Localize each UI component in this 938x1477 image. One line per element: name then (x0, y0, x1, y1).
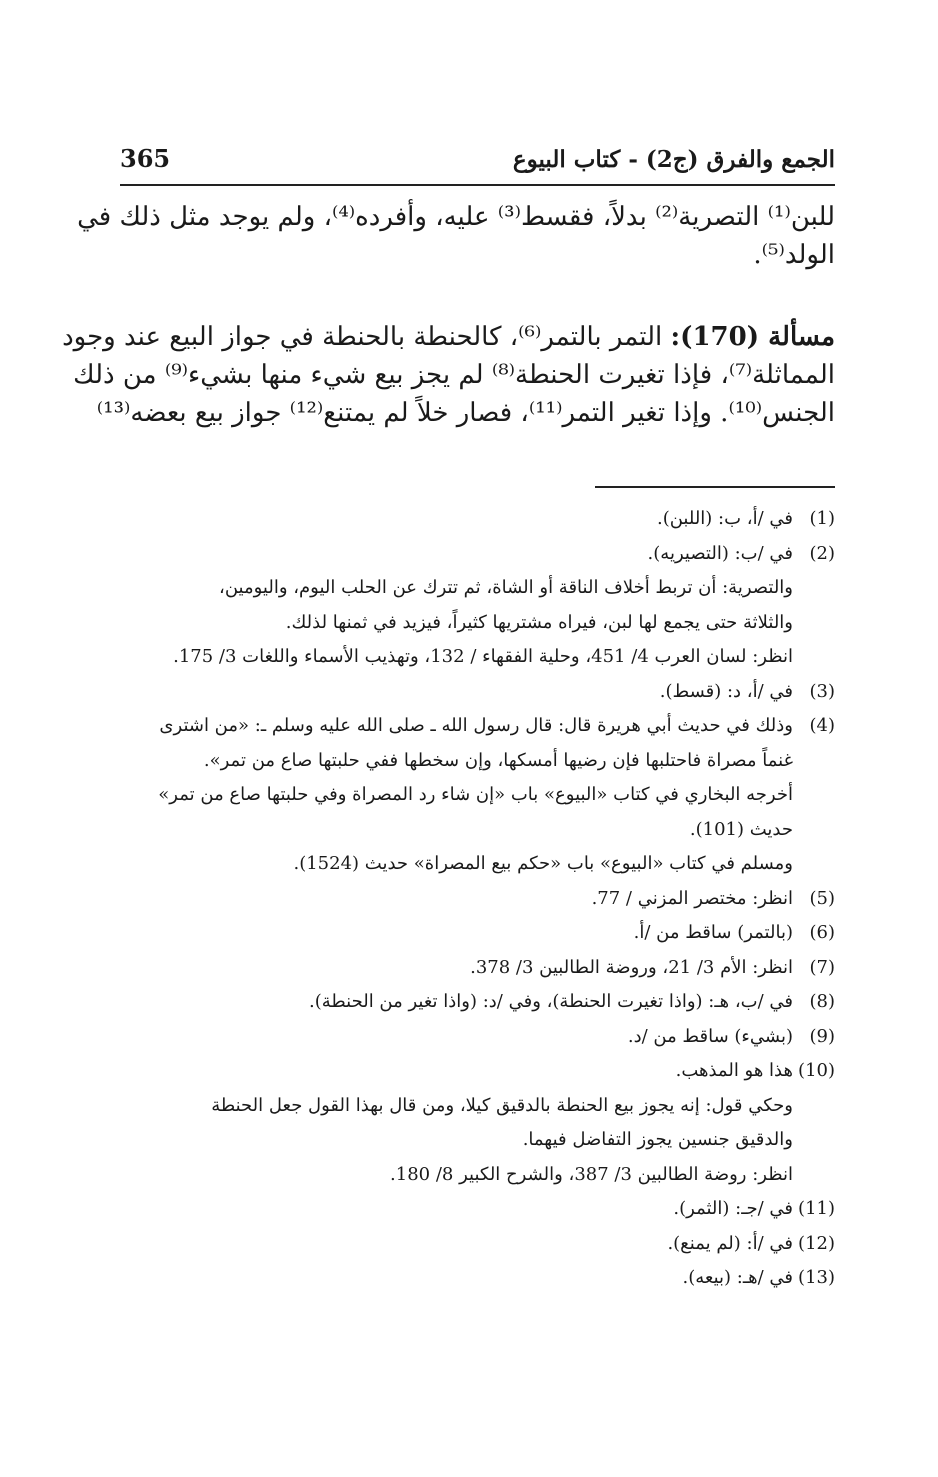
footnote-number: (7) (809, 956, 835, 978)
body-line-text: التمر بالتمر⁽⁶⁾، كالحنطة بالحنطة في جواز البيع عند وجود (62, 322, 663, 352)
footnote-line: حديث (101). (689, 818, 793, 840)
body-line (62, 318, 835, 356)
footnote (128, 916, 835, 951)
footnote-line: في /أ، ب: (اللبن). (656, 508, 793, 529)
footnote-line: هذا هو المذهب. (675, 1060, 793, 1081)
masala-label: مسألة (170): (670, 322, 835, 352)
footnote-line: في /أ: (لم يمنع). (667, 1232, 793, 1254)
footnote-line: انظر: الأم 3/ 21، وروضة الطالبين 3/ 378. (470, 956, 793, 978)
footnote-line: وذلك في حديث أبي هريرة قال: قال رسول الله ـ صلى الله عليه وسلم ـ: «من اشترى (159, 715, 793, 736)
footnote-line: غنماً مصراة فاحتلبها فإن رضيها أمسكها، وإن سخطها ففي حلبتها صاع من تمر». (203, 749, 793, 771)
footnote (128, 1227, 835, 1262)
footnote-line: في /أ، د: (قسط). (659, 680, 793, 702)
footnote-line: ومسلم في كتاب «البيوع» باب «حكم بيع المصراة» حديث (1524). (293, 853, 793, 874)
footnote-number: (10) (798, 1060, 835, 1081)
footnote-number: (6) (809, 922, 835, 943)
body-line: للبن⁽¹⁾ التصرية⁽²⁾ بدلاً، فقسط⁽³⁾ عليه، وأفرده⁽⁴⁾، ولم يوجد مثل ذلك في (77, 202, 835, 232)
footnote (128, 1192, 835, 1227)
footnote-number: (2) (809, 542, 835, 564)
masala-paragraph (62, 318, 835, 432)
footnote (128, 1261, 835, 1296)
paragraph-continuation (77, 198, 835, 274)
footnote (128, 1020, 835, 1055)
body-line: المماثلة⁽⁷⁾، فإذا تغيرت الحنطة⁽⁸⁾ لم يجز بيع شيء منها بشيء⁽⁹⁾ من ذلك (73, 360, 835, 390)
footnotes (128, 502, 835, 1296)
footnote-line: في /جـ: (الثمر). (673, 1198, 793, 1219)
footnote (128, 675, 835, 710)
footnote-number: (8) (809, 991, 835, 1012)
footnote (128, 709, 835, 882)
body-line: الجنس⁽¹⁰⁾. وإذا تغير التمر⁽¹¹⁾، فصار خلاً لم يمتنع⁽¹²⁾ جواز بيع بعضه⁽¹³⁾ (96, 398, 835, 428)
body-line: الولد⁽⁵⁾. (753, 240, 835, 270)
footnote-number: (5) (809, 887, 835, 909)
footnote-separator (595, 486, 835, 488)
footnote-line: انظر: لسان العرب 4/ 451، وحلية الفقهاء / 132، وتهذيب الأسماء واللغات 3/ 175. (173, 646, 793, 667)
running-header (120, 140, 835, 186)
footnote-number: (9) (809, 1025, 835, 1047)
footnote-line: وحكي قول: إنه يجوز بيع الحنطة بالدقيق كيلا، ومن قال بهذا القول جعل الحنطة (211, 1094, 793, 1116)
footnote (128, 1054, 835, 1192)
footnote-line: والتصرية: أن تربط أخلاف الناقة أو الشاة، ثم تترك عن الحلب اليوم، واليومين، (219, 577, 793, 598)
footnote-line: في /هـ: (بيعه). (682, 1267, 793, 1288)
footnote-number: (12) (798, 1232, 835, 1254)
footnote-number: (13) (798, 1267, 835, 1288)
footnote-line: انظر: روضة الطالبين 3/ 387، والشرح الكبير 8/ 180. (390, 1163, 793, 1185)
footnote (128, 502, 835, 537)
footnote-line: (بالتمر) ساقط من /أ. (633, 922, 793, 943)
footnote-number: (11) (798, 1198, 835, 1219)
footnote-line: أخرجه البخاري في كتاب «البيوع» باب «إن شاء رد المصراة وفي حلبتها صاع من تمر» (158, 784, 793, 805)
footnote (128, 985, 835, 1020)
footnote-line: في /ب: (التصيريه). (647, 542, 793, 564)
header-title: الجمع والفرق (ج2) - كتاب البيوع (512, 146, 835, 173)
footnote-number: (3) (809, 680, 835, 702)
footnote-line: في /ب، هـ: (واذا تغيرت الحنطة)، وفي /د: (واذا تغير من الحنطة). (309, 991, 793, 1012)
footnote (128, 537, 835, 675)
footnote (128, 951, 835, 986)
footnote-line: انظر: مختصر المزني / 77. (591, 887, 793, 909)
footnote-number: (4) (809, 715, 835, 736)
footnote-line: (بشيء) ساقط من /د. (627, 1025, 793, 1047)
footnote-line: والدقيق جنسين يجوز التفاضل فيهما. (522, 1129, 793, 1150)
footnote-line: والثلاثة حتى يجمع لها لبن، فيراه مشتريها كثيراً، فيزيد في ثمنها لذلك. (285, 611, 793, 633)
footnote (128, 882, 835, 917)
page-number: 365 (120, 144, 171, 173)
footnote-number: (1) (809, 508, 835, 529)
